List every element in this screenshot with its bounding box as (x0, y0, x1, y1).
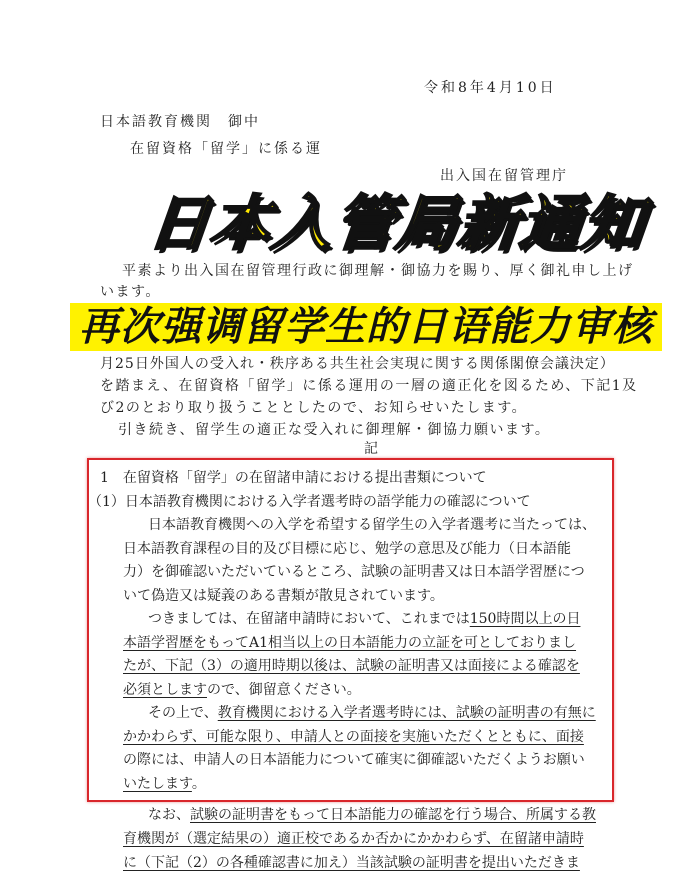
body-line (148, 515, 596, 535)
underlined-text: 育機関が（選定結果の）適正校であるか否かにかかわらず、在留諸申請時 (123, 831, 584, 847)
underlined-text: 必須とします (123, 681, 207, 698)
body-line (148, 805, 596, 825)
body-text: つきましては、在留諸申請時において、これまでは (148, 611, 470, 627)
ki-heading: 記 (364, 441, 378, 457)
underlined-text: に（下記（2）の各種確認書に加え）当該試験の証明書を提出いただきま (123, 855, 580, 871)
body-line (123, 586, 444, 606)
body-text: 力）を御確認いただいているところ、試験の証明書又は日本語学習歴につ (123, 564, 585, 580)
body-line (123, 774, 206, 794)
addressee: 日本語教育機関 御中 (100, 114, 260, 130)
body-text: 日本語教育機関への入学を希望する留学生の入学者選考に当たっては、 (148, 517, 596, 533)
body-line (148, 609, 580, 629)
body-text: 日本語教育課程の目的及び目標に応じ、勉学の意思及び能力（日本語能 (123, 540, 571, 557)
intro-line: を踏まえ、在留資格「留学」に係る運用の一層の適正化を図るため、下記1及 (100, 378, 638, 394)
intro-line: び2のとおり取り扱うこととしたので、お知らせいたします。 (100, 400, 528, 416)
body-line (100, 468, 487, 488)
body-line (123, 829, 584, 849)
body-text: その上で、 (148, 705, 218, 721)
intro-line: 引き続き、留学生の適正な受入れに御理解・御協力願います。 (118, 422, 551, 438)
body-line (123, 562, 585, 582)
body-text: いて偽造又は疑義のある書類が散見されています。 (123, 587, 444, 604)
intro-line: います。 (100, 284, 161, 300)
underlined-text: 試験の証明書をもって日本語能力の確認を行う場合、所属する教 (190, 807, 596, 823)
intro-line: 平素より出入国在留管理行政に御理解・御協力を賜り、厚く御礼申し上げ (122, 263, 634, 279)
underlined-text: 本語学習歴をもってA1相当以上の日本語能力の立証を可としておりまし (123, 634, 577, 651)
body-line (88, 492, 531, 512)
body-text: なお、 (148, 807, 190, 823)
overlay-title: 日本入管局新通知 (144, 189, 648, 259)
body-line (123, 680, 361, 700)
body-line (123, 750, 585, 770)
underlined-text: かかわらず、可能な限り、申請人との面接を実施いただくとともに、面接 (123, 728, 584, 745)
body-text: ので、御留意ください。 (207, 681, 361, 698)
document-date: 令和8年4月10日 (424, 80, 557, 96)
underlined-text: いたします (123, 775, 192, 792)
body-line (123, 539, 571, 559)
body-line (123, 853, 580, 873)
underlined-text: たが、下記（3）の適用時期以後は、試験の証明書又は面接による確認を (123, 658, 580, 674)
body-text: （1）日本語教育機関における入学者選考時の語学能力の確認について (88, 493, 531, 510)
body-line (123, 633, 576, 653)
underlined-text: 150時間以上の日 (469, 611, 581, 627)
body-line (148, 703, 596, 723)
body-line (123, 727, 584, 747)
subject-line: 在留資格「留学」に係る運 (130, 141, 322, 157)
body-line (123, 656, 580, 676)
intro-line: 月25日外国人の受入れ・秩序ある共生社会実現に関する関係閣僚会議決定） (100, 356, 615, 372)
overlay-subtitle: 再次强调留学生的日语能力审核 (79, 304, 653, 350)
underlined-text: 教育機関における入学者選考時には、試験の証明書の有無に (217, 705, 596, 721)
body-text: 1 在留資格「留学」の在留諸申請における提出書類について (100, 470, 487, 486)
body-text: 。 (191, 775, 206, 792)
issuer: 出入国在留管理庁 (440, 168, 568, 184)
body-text: の際には、申請人の日本語能力について確実に御確認いただくようお願い (123, 752, 585, 768)
